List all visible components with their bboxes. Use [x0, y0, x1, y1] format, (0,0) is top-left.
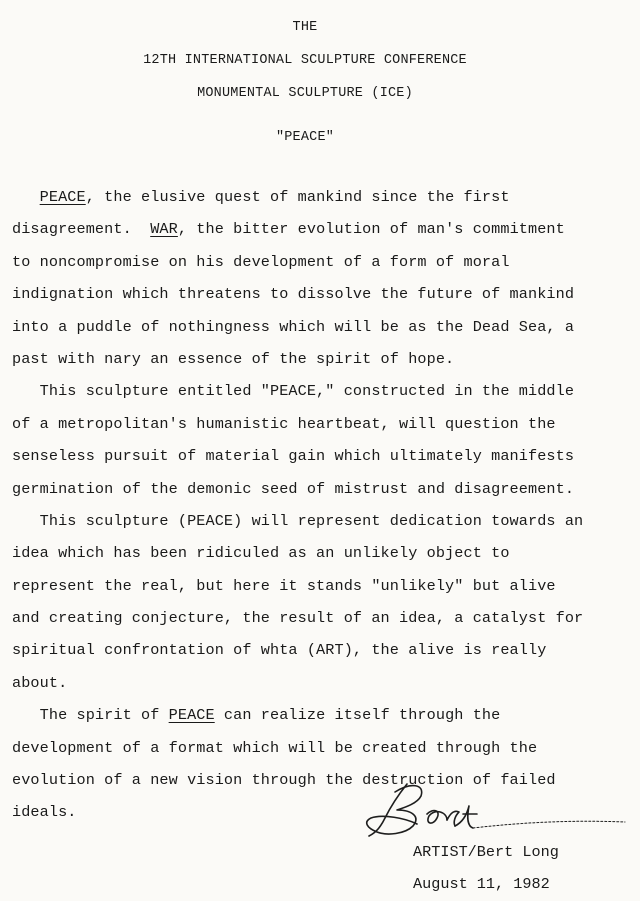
- text-run: The spirit of: [12, 706, 169, 725]
- paragraph-4-line-2: development of a format which will be created through the: [12, 738, 538, 757]
- paragraph-3-line-3: represent the real, but here it stands "unlikely" but alive: [12, 576, 556, 595]
- statement-body: [12, 181, 634, 829]
- paragraph-3-line-2: idea which has been ridiculed as an unlikely object to: [12, 544, 510, 563]
- paragraph-3-line-6: about.: [12, 673, 68, 692]
- text-run: can realize itself through the: [214, 706, 501, 725]
- paragraph-1-line-4: indignation which threatens to dissolve the future of mankind: [12, 285, 575, 304]
- signature-date: August 11, 1982: [413, 875, 550, 893]
- text-run: , the bitter evolution of man's commitment: [177, 220, 565, 239]
- document-title: "PEACE": [275, 130, 335, 145]
- paragraph-1-line-3: to noncompromise on his development of a form of moral: [12, 252, 510, 271]
- underlined-word-peace: PEACE: [39, 188, 86, 206]
- paragraph-2-line-4: germination of the demonic seed of mistrust and disagreement.: [12, 479, 575, 498]
- paragraph-1-line-1: [12, 181, 634, 213]
- paragraph-4-line-3: evolution of a new vision through the destruction of failed: [12, 771, 556, 790]
- paragraph-3-line-1: This sculpture (PEACE) will represent dedication towards an: [12, 511, 584, 530]
- paragraph-4-line-4: ideals.: [12, 803, 77, 822]
- text-run: , the elusive quest of mankind since the first: [85, 188, 510, 206]
- paragraph-1-line-5: into a puddle of nothingness which will be as the Dead Sea, a: [12, 317, 575, 336]
- text-run: disagreement.: [12, 220, 151, 239]
- paragraph-4-line-1: [12, 699, 634, 731]
- underlined-word-war: WAR: [150, 220, 178, 239]
- paragraph-3-line-4: and creating conjecture, the result of an idea, a catalyst for: [12, 609, 584, 628]
- paragraph-3-line-5: spiritual confrontation of whta (ART), the alive is really: [12, 641, 547, 660]
- paragraph-1-line-6: past with nary an essence of the spirit of hope.: [12, 349, 455, 368]
- header-line-the: THE: [292, 20, 318, 35]
- paragraph-2-line-3: senseless pursuit of material gain which ultimately manifests: [12, 447, 575, 466]
- paragraph-2-line-2: of a metropolitan's humanistic heartbeat, will question the: [12, 414, 556, 433]
- underlined-word-peace: PEACE: [168, 706, 215, 725]
- signature-icon: [355, 770, 635, 850]
- header-subtitle: MONUMENTAL SCULPTURE (ICE): [197, 86, 413, 101]
- artist-name: ARTIST/Bert Long: [413, 843, 559, 861]
- paragraph-2-line-1: This sculpture entitled "PEACE," constructed in the middle: [12, 382, 575, 401]
- paragraph-1-line-2: [12, 213, 634, 245]
- text-run: [12, 188, 40, 206]
- header-conference-name: 12TH INTERNATIONAL SCULPTURE CONFERENCE: [143, 53, 467, 68]
